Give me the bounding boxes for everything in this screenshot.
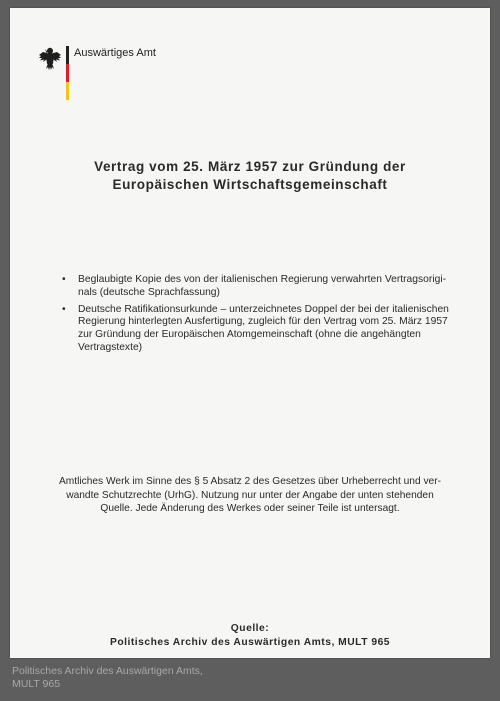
organization-name: Auswärtiges Amt bbox=[74, 47, 156, 59]
list-item-line: Regierung hinterlegten Ausfertigung, zugleich für den Vertrag vom 25. März 1957 bbox=[78, 316, 448, 328]
list-item-line: Beglaubigte Kopie des von der italienischen Regierung verwahrten Vertragsorigi- bbox=[78, 274, 447, 285]
list-item bbox=[62, 274, 452, 300]
list-item bbox=[62, 304, 452, 355]
title-line-1: Vertrag vom 25. März 1957 zur Gründung der bbox=[94, 159, 406, 174]
list-item-line: Vertragstexte) bbox=[78, 341, 143, 353]
flag-gold-band bbox=[66, 82, 69, 100]
federal-eagle-icon bbox=[38, 44, 62, 74]
watermark-line-2: MULT 965 bbox=[12, 678, 61, 690]
copyright-notice bbox=[58, 475, 442, 516]
flag-black-band bbox=[66, 46, 69, 64]
source-label: Quelle: bbox=[230, 623, 270, 634]
bullet-marker: • bbox=[62, 274, 66, 285]
notice-line: wandte Schutzrechte (UrhG). Nutzung nur unter der Angabe der unten stehenden bbox=[66, 489, 434, 501]
bullet-marker: • bbox=[62, 303, 66, 315]
notice-line: Amtliches Werk im Sinne des § 5 Absatz 2 des Gesetzes über Urheberrecht und ver- bbox=[58, 476, 442, 487]
list-item-line: zur Gründung der Europäischen Atomgemeinschaft (ohne die angehängten bbox=[78, 329, 421, 341]
source-citation bbox=[10, 622, 490, 649]
document-page bbox=[10, 8, 490, 658]
list-item-line: Deutsche Ratifikationsurkunde – unterzeichnetes Doppel der bei der italienischen bbox=[78, 303, 449, 315]
watermark-line-1: Politisches Archiv des Auswärtigen Amts, bbox=[12, 665, 203, 677]
flag-red-band bbox=[66, 64, 69, 82]
contents-list bbox=[62, 274, 452, 359]
notice-line: Quelle. Jede Änderung des Werkes oder seiner Teile ist untersagt. bbox=[100, 503, 400, 514]
source-text: Politisches Archiv des Auswärtigen Amts, MULT 965 bbox=[109, 636, 391, 648]
archive-watermark bbox=[12, 665, 203, 691]
document-title bbox=[10, 158, 490, 194]
german-flag-stripe bbox=[66, 46, 69, 100]
title-line-2: Europäischen Wirtschaftsgemeinschaft bbox=[112, 177, 388, 192]
list-item-line: nals (deutsche Sprachfassung) bbox=[78, 286, 220, 298]
